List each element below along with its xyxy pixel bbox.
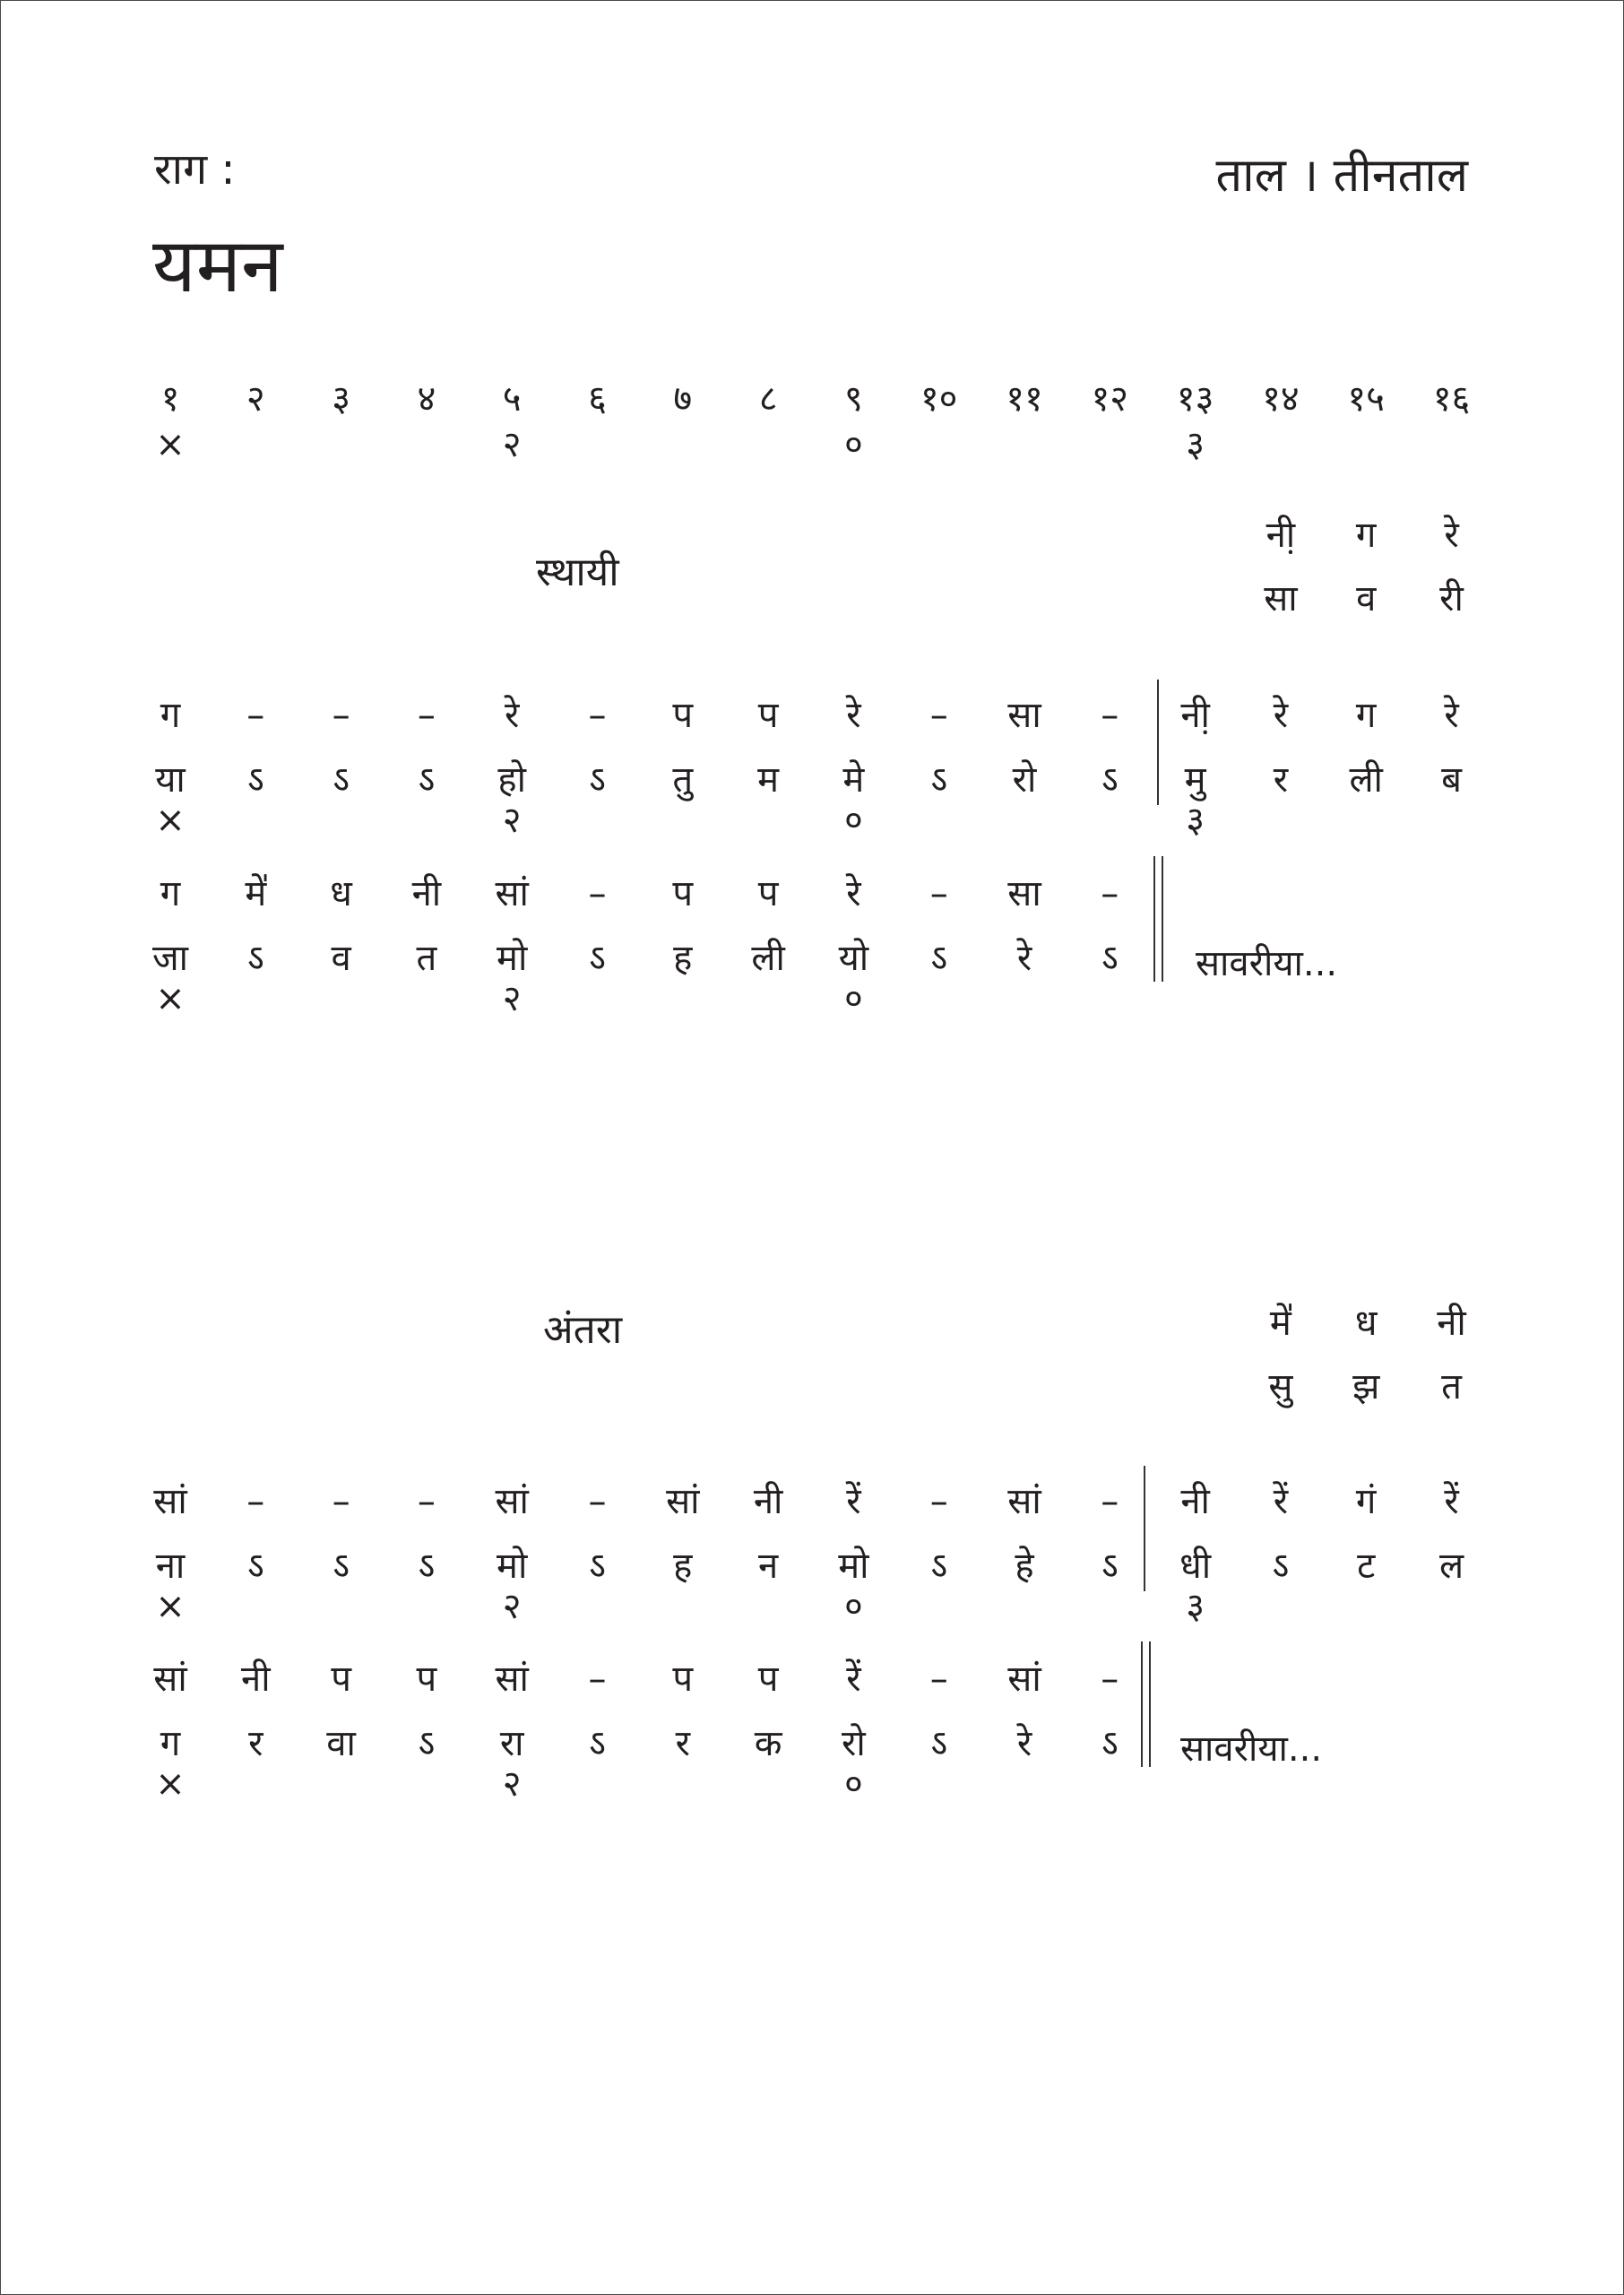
ending-text: सावरीया... xyxy=(1180,1728,1323,1770)
swara: सां xyxy=(1007,1481,1041,1522)
swara: रे xyxy=(846,873,861,914)
lyric: न xyxy=(757,1546,779,1587)
lyric: ऽ xyxy=(589,1546,606,1587)
taal-mark: २ xyxy=(502,1763,522,1805)
swara: – xyxy=(246,695,265,736)
lyric: ऽ xyxy=(333,759,350,801)
swara: प xyxy=(331,1658,351,1700)
lyric: रे xyxy=(1016,1723,1032,1764)
taal-mark: २ xyxy=(502,800,522,841)
intro-swara: रे xyxy=(1444,515,1459,556)
swara: सां xyxy=(495,873,529,914)
vibhag-bar xyxy=(1157,680,1159,805)
intro-lyric: सु xyxy=(1268,1366,1293,1407)
lyric: ऽ xyxy=(1101,1546,1119,1587)
swara: प xyxy=(672,873,694,914)
intro-lyric: त xyxy=(1441,1366,1462,1407)
beat-number: ५ xyxy=(502,378,522,420)
taal-mark: ० xyxy=(843,424,863,465)
swara: रे xyxy=(1444,695,1459,736)
swara: – xyxy=(332,1481,350,1522)
lyric: ऽ xyxy=(418,1723,436,1764)
taal-mark: ३ xyxy=(1186,800,1205,841)
swara: सां xyxy=(495,1481,529,1522)
swara: नी xyxy=(241,1658,271,1700)
raag-name: यमन xyxy=(152,221,283,309)
swara: प xyxy=(672,1658,694,1700)
vibhag-bar xyxy=(1144,1466,1145,1591)
taal-mark: × xyxy=(155,1586,186,1627)
lyric: ऽ xyxy=(418,759,436,801)
lyric: ऽ xyxy=(930,1546,948,1587)
lyric: ऽ xyxy=(1101,938,1119,979)
double-bar xyxy=(1141,1641,1151,1767)
taal-mark: ० xyxy=(843,1763,863,1805)
swara: रे xyxy=(505,695,520,736)
swara: प xyxy=(757,695,779,736)
lyric: ऽ xyxy=(246,1546,264,1587)
beat-number: ७ xyxy=(673,378,693,420)
swara: सा xyxy=(1007,873,1041,914)
lyric: या xyxy=(155,759,186,801)
intro-swara: ग xyxy=(1355,515,1377,556)
lyric: ट xyxy=(1357,1546,1376,1587)
beat-number: ९ xyxy=(843,378,863,420)
lyric: र xyxy=(248,1723,263,1764)
swara: सां xyxy=(153,1658,187,1700)
lyric: ऽ xyxy=(589,1723,606,1764)
beat-number: १३ xyxy=(1176,378,1214,420)
lyric: मो xyxy=(497,1546,528,1587)
swara: रें xyxy=(846,1658,861,1700)
swara: नी xyxy=(1180,1481,1210,1522)
swara: नी xyxy=(411,873,442,914)
taal-mark: २ xyxy=(502,1586,522,1627)
intro-swara: नी़ xyxy=(1266,515,1296,556)
beat-number: ४ xyxy=(417,378,436,420)
swara: सां xyxy=(666,1481,700,1522)
beat-number: १२ xyxy=(1091,378,1129,420)
intro-lyric: सा xyxy=(1264,578,1298,619)
swara: – xyxy=(1101,1658,1119,1700)
beat-number: ६ xyxy=(588,378,607,420)
lyric: क xyxy=(754,1723,782,1764)
intro-lyric: झ xyxy=(1352,1366,1380,1407)
lyric: ऽ xyxy=(930,938,948,979)
swara: – xyxy=(588,1481,607,1522)
lyric: मो xyxy=(838,1546,869,1587)
lyric: र xyxy=(1273,759,1289,801)
lyric: ग xyxy=(160,1723,181,1764)
swara: ग xyxy=(160,873,181,914)
beat-number: १६ xyxy=(1432,378,1471,420)
lyric: ब xyxy=(1441,759,1462,801)
taal-mark: ० xyxy=(843,1586,863,1627)
lyric: मे xyxy=(842,759,865,801)
taal-mark: ३ xyxy=(1186,424,1205,465)
lyric: मु xyxy=(1184,759,1206,801)
swara: – xyxy=(588,695,607,736)
taal-mark: × xyxy=(155,978,186,1019)
taal-mark: २ xyxy=(502,424,522,465)
lyric: ऽ xyxy=(1272,1546,1290,1587)
sthayi-title: स्थायी xyxy=(536,550,619,595)
lyric: ली xyxy=(751,938,785,979)
lyric: मो xyxy=(497,938,528,979)
taal-mark: × xyxy=(155,1763,186,1805)
beat-number: ११ xyxy=(1006,378,1043,420)
lyric: ऽ xyxy=(246,759,264,801)
lyric: रे xyxy=(1016,938,1032,979)
lyric: ऽ xyxy=(418,1546,436,1587)
lyric: त xyxy=(416,938,437,979)
antara-title: अंतरा xyxy=(543,1307,623,1353)
beat-number: ३ xyxy=(332,378,350,420)
lyric: ऽ xyxy=(930,1723,948,1764)
swara: – xyxy=(246,1481,265,1522)
taal-mark: ० xyxy=(843,800,863,841)
beat-number: ८ xyxy=(758,378,778,420)
lyric: ऽ xyxy=(1101,1723,1119,1764)
swara: – xyxy=(1101,1481,1119,1522)
swara: प xyxy=(416,1658,437,1700)
swara: प xyxy=(672,695,694,736)
swara: प xyxy=(757,1658,779,1700)
lyric: ऽ xyxy=(1101,759,1119,801)
lyric: ल xyxy=(1438,1546,1464,1587)
beat-number: २ xyxy=(246,378,265,420)
ending-text: सावरीया... xyxy=(1196,943,1338,984)
raag-label: राग : xyxy=(154,144,236,195)
lyric: हे xyxy=(1015,1546,1034,1587)
swara: – xyxy=(588,873,607,914)
lyric: तु xyxy=(672,759,694,801)
intro-swara: मे॑ xyxy=(1269,1303,1291,1344)
swara: रें xyxy=(846,1481,861,1522)
lyric: ऽ xyxy=(246,938,264,979)
swara: रे xyxy=(846,695,861,736)
lyric: ह xyxy=(673,938,693,979)
swara: रें xyxy=(1273,1481,1289,1522)
swara: ध xyxy=(330,873,352,914)
taal-mark: ० xyxy=(843,978,863,1019)
lyric: धी xyxy=(1179,1546,1212,1587)
swara: रें xyxy=(1444,1481,1459,1522)
swara: सां xyxy=(1007,1658,1041,1700)
swara: नी़ xyxy=(1180,695,1210,736)
swara: सां xyxy=(495,1658,529,1700)
taal-mark: २ xyxy=(502,978,522,1019)
swara: रे xyxy=(1273,695,1289,736)
swara: – xyxy=(588,1658,607,1700)
lyric: वा xyxy=(326,1723,356,1764)
lyric: ऽ xyxy=(930,759,948,801)
swara: ग xyxy=(160,695,181,736)
double-bar xyxy=(1153,856,1163,982)
intro-swara: ध xyxy=(1354,1303,1378,1344)
beat-number: १० xyxy=(920,378,958,420)
swara: – xyxy=(417,695,436,736)
lyric: व xyxy=(331,938,351,979)
beat-number: १ xyxy=(160,378,180,420)
swara: – xyxy=(929,1481,948,1522)
swara: – xyxy=(929,695,948,736)
lyric: जा xyxy=(151,938,189,979)
swara: ग xyxy=(1355,695,1377,736)
intro-lyric: री xyxy=(1439,578,1464,619)
taal-mark: × xyxy=(155,800,186,841)
taal-label: ताल । तीनताल xyxy=(1215,149,1468,203)
swara: प xyxy=(757,873,779,914)
swara: गं xyxy=(1355,1481,1377,1522)
swara: मे॑ xyxy=(245,873,267,914)
swara: – xyxy=(417,1481,436,1522)
lyric: यो xyxy=(838,938,869,979)
lyric: हो xyxy=(497,759,526,801)
lyric: म xyxy=(757,759,780,801)
taal-mark: ३ xyxy=(1186,1586,1205,1627)
swara: – xyxy=(1101,695,1119,736)
lyric: ली xyxy=(1349,759,1383,801)
lyric: ऽ xyxy=(589,938,606,979)
swara: – xyxy=(332,695,350,736)
intro-swara: नी xyxy=(1437,1303,1466,1344)
beat-number: १४ xyxy=(1262,378,1300,420)
lyric: ऽ xyxy=(589,759,606,801)
lyric: ना xyxy=(155,1546,186,1587)
swara: सा xyxy=(1007,695,1041,736)
intro-lyric: व xyxy=(1356,578,1377,619)
lyric: ह xyxy=(673,1546,693,1587)
lyric: रो xyxy=(842,1723,866,1764)
lyric: रो xyxy=(1012,759,1037,801)
beat-number: १५ xyxy=(1347,378,1385,420)
swara: – xyxy=(929,873,948,914)
lyric: रा xyxy=(499,1723,524,1764)
lyric: र xyxy=(675,1723,690,1764)
lyric: ऽ xyxy=(333,1546,350,1587)
swara: – xyxy=(1101,873,1119,914)
taal-mark: × xyxy=(155,424,186,465)
swara: सां xyxy=(153,1481,187,1522)
swara: – xyxy=(929,1658,948,1700)
swara: नी xyxy=(753,1481,783,1522)
